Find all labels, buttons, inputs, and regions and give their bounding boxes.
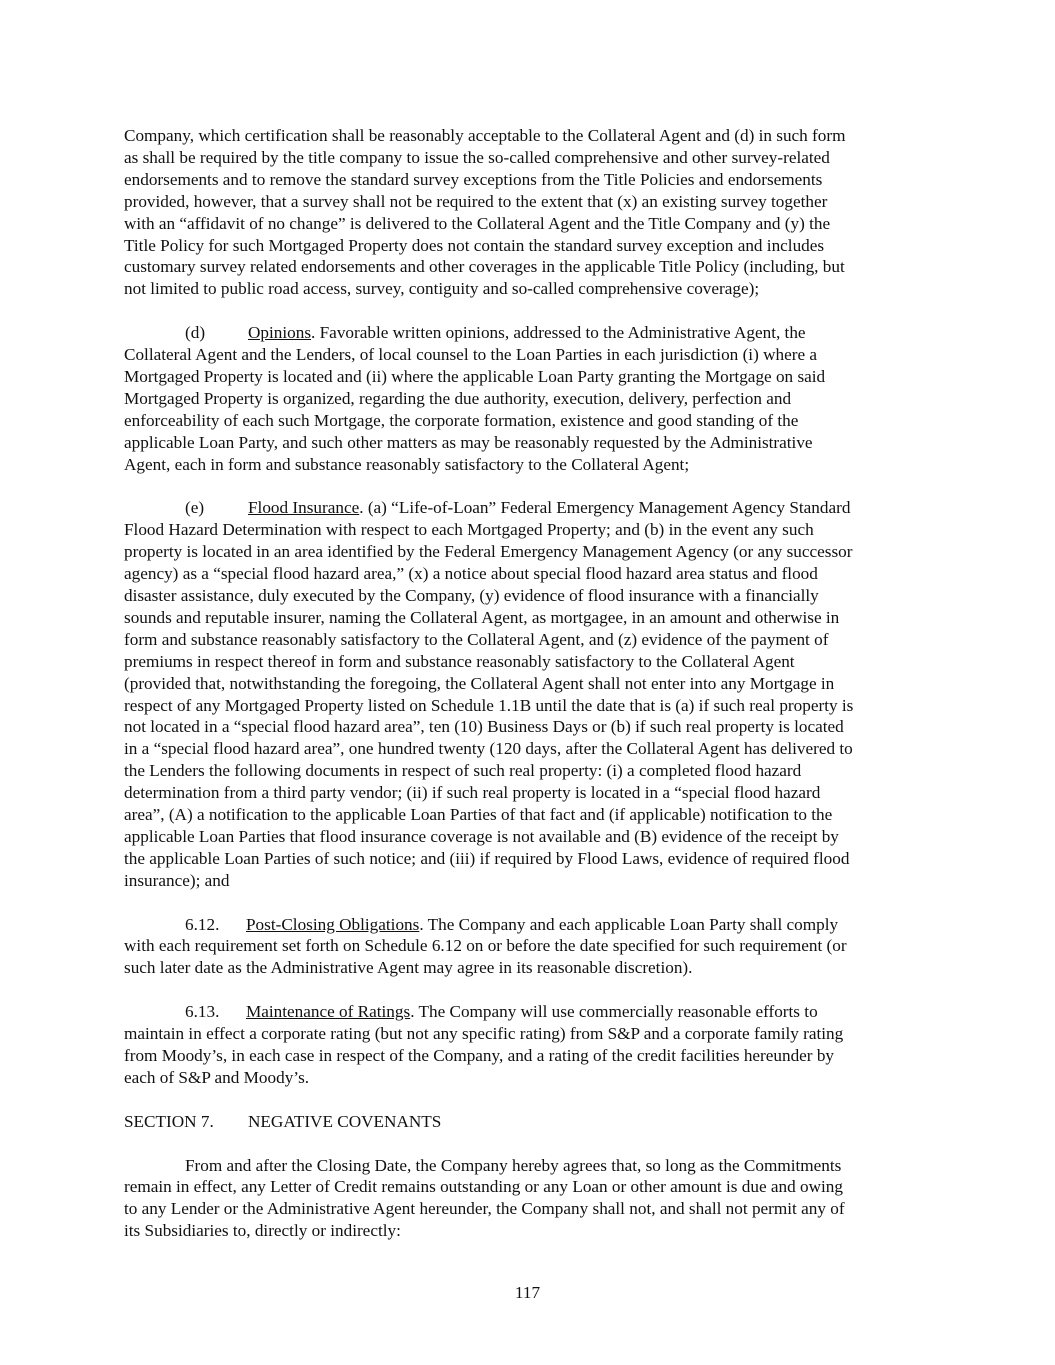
section-heading: Maintenance of Ratings	[246, 1002, 411, 1022]
document-page	[124, 125, 934, 1242]
text-line: form and substance reasonably satisfactory to the Collateral Agent, and (z) evidence of the payment of	[124, 629, 829, 649]
text-line: . The Company will use commercially reasonable efforts to	[410, 1002, 818, 1022]
text-line: insurance); and	[124, 870, 230, 890]
text-line: enforceability of each such Mortgage, the corporate formation, existence and good standing of the	[124, 410, 799, 430]
section-number: 6.13.	[185, 1002, 220, 1022]
text-line: the Lenders the following documents in respect of such real property: (i) a completed flood hazard	[124, 761, 802, 781]
text-line: its Subsidiaries to, directly or indirectly:	[124, 1221, 401, 1241]
clause-number: (e)	[185, 498, 205, 518]
text-line: applicable Loan Parties that flood insurance coverage is not available and (B) evidence of the receipt by	[124, 826, 839, 846]
text-line: (provided that, notwithstanding the foregoing, the Collateral Agent shall not enter into any Mortgage in	[124, 673, 835, 693]
text-line: property is located in an area identified by the Federal Emergency Management Agency (or any successor	[124, 542, 853, 562]
text-line: remain in effect, any Letter of Credit remains outstanding or any Loan or other amount is due and owing	[124, 1177, 843, 1197]
text-line: in a “special flood hazard area”, one hundred twenty (120 days, after the Collateral Agent has delivered to	[124, 739, 853, 759]
text-line: from Moody’s, in each case in respect of the Company, and a rating of the credit facilities hereunder by	[124, 1046, 835, 1065]
text-line: disaster assistance, duly executed by the Company, (y) evidence of flood insurance with a financially	[124, 586, 819, 605]
section-7-heading	[124, 1111, 934, 1133]
text-line: not limited to public road access, survey, contiguity and so-called comprehensive coverage);	[124, 279, 760, 299]
text-line: endorsements and to remove the standard survey exceptions from the Title Policies and endorsements	[124, 169, 823, 189]
section-7-intro	[124, 1155, 934, 1243]
section-6-12-post-closing-obligations	[124, 914, 934, 980]
section-heading: Post-Closing Obligations	[246, 914, 420, 934]
text-line: premiums in respect thereof in form and substance reasonably satisfactory to the Collateral Agent	[124, 651, 795, 671]
text-line: respect of any Mortgaged Property listed on Schedule 1.1B until the date that is (a) if such real property is	[124, 695, 854, 715]
text-line: applicable Loan Party, and such other matters as may be reasonably requested by the Administrative	[124, 432, 813, 452]
text-line: determination from a third party vendor; (ii) if such real property is located in a “special flood hazard	[124, 783, 821, 803]
text-line: . Favorable written opinions, addressed to the Administrative Agent, the	[311, 323, 806, 343]
text-line: Agent, each in form and substance reasonably satisfactory to the Collateral Agent;	[124, 454, 690, 474]
text-line: area”, (A) a notification to the applicable Loan Parties of that fact and (if applicable) notification to the	[124, 805, 833, 825]
section-6-13-maintenance-of-ratings	[124, 1001, 934, 1089]
text-line: Mortgaged Property is organized, regarding the due authority, execution, delivery, perfection and	[124, 388, 792, 408]
clause-e-flood-insurance	[124, 497, 934, 891]
text-line: Collateral Agent and the Lenders, of local counsel to the Loan Parties in each jurisdiction (i) where a	[124, 345, 817, 365]
clause-number: (d)	[185, 323, 206, 343]
text-line: . (a) “Life-of-Loan” Federal Emergency Management Agency Standard	[359, 498, 851, 518]
section-title: NEGATIVE COVENANTS	[248, 1111, 442, 1131]
text-line: . The Company and each applicable Loan Party shall comply	[419, 914, 839, 934]
text-line: provided, however, that a survey shall not be required to the extent that (x) an existing survey together	[124, 191, 828, 211]
section-number: SECTION 7.	[124, 1111, 214, 1131]
text-line: to any Lender or the Administrative Agent hereunder, the Company shall not, and shall not permit any of	[124, 1199, 845, 1219]
clause-heading: Opinions	[248, 323, 312, 343]
text-line: From and after the Closing Date, the Company hereby agrees that, so long as the Commitments	[185, 1155, 842, 1175]
text-line: each of S&P and Moody’s.	[124, 1067, 310, 1087]
text-line: as shall be required by the title company to issue the so-called comprehensive and other survey-related	[124, 147, 830, 167]
text-line: customary survey related endorsements and other coverages in the applicable Title Policy (including, but	[124, 257, 845, 277]
text-line: sounds and reputable insurer, naming the Collateral Agent, as mortgagee, in an amount and otherwise in	[124, 607, 840, 627]
text-line: Title Policy for such Mortgaged Property does not contain the standard survey exception and includes	[124, 235, 825, 255]
text-line: the applicable Loan Parties of such notice; and (iii) if required by Flood Laws, evidence of required flood	[124, 848, 850, 868]
text-line: with each requirement set forth on Schedule 6.12 on or before the date specified for such requirement (or	[124, 936, 847, 956]
clause-heading: Flood Insurance	[248, 498, 360, 518]
text-line: agency) as a “special flood hazard area,” (x) a notice about special flood hazard area status and flood	[124, 564, 818, 584]
clause-d-opinions	[124, 322, 934, 475]
text-line: such later date as the Administrative Agent may agree in its reasonable discretion).	[124, 958, 693, 978]
text-line: maintain in effect a corporate rating (but not any specific rating) from S&P and a corporate family rating	[124, 1024, 844, 1044]
text-line: Mortgaged Property is located and (ii) where the applicable Loan Party granting the Mortgage on said	[124, 366, 826, 386]
page-number: 117	[514, 1283, 541, 1302]
text-line: with an “affidavit of no change” is delivered to the Collateral Agent and the Title Company and (y) the	[124, 213, 831, 233]
text-line: Company, which certification shall be reasonably acceptable to the Collateral Agent and (d) in such form	[124, 126, 846, 145]
continuation-paragraph	[124, 125, 934, 300]
section-number: 6.12.	[185, 914, 220, 934]
text-line: Flood Hazard Determination with respect to each Mortgaged Property; and (b) in the event any such	[124, 520, 814, 540]
text-line: not located in a “special flood hazard area”, ten (10) Business Days or (b) if such real property is located	[124, 717, 844, 737]
